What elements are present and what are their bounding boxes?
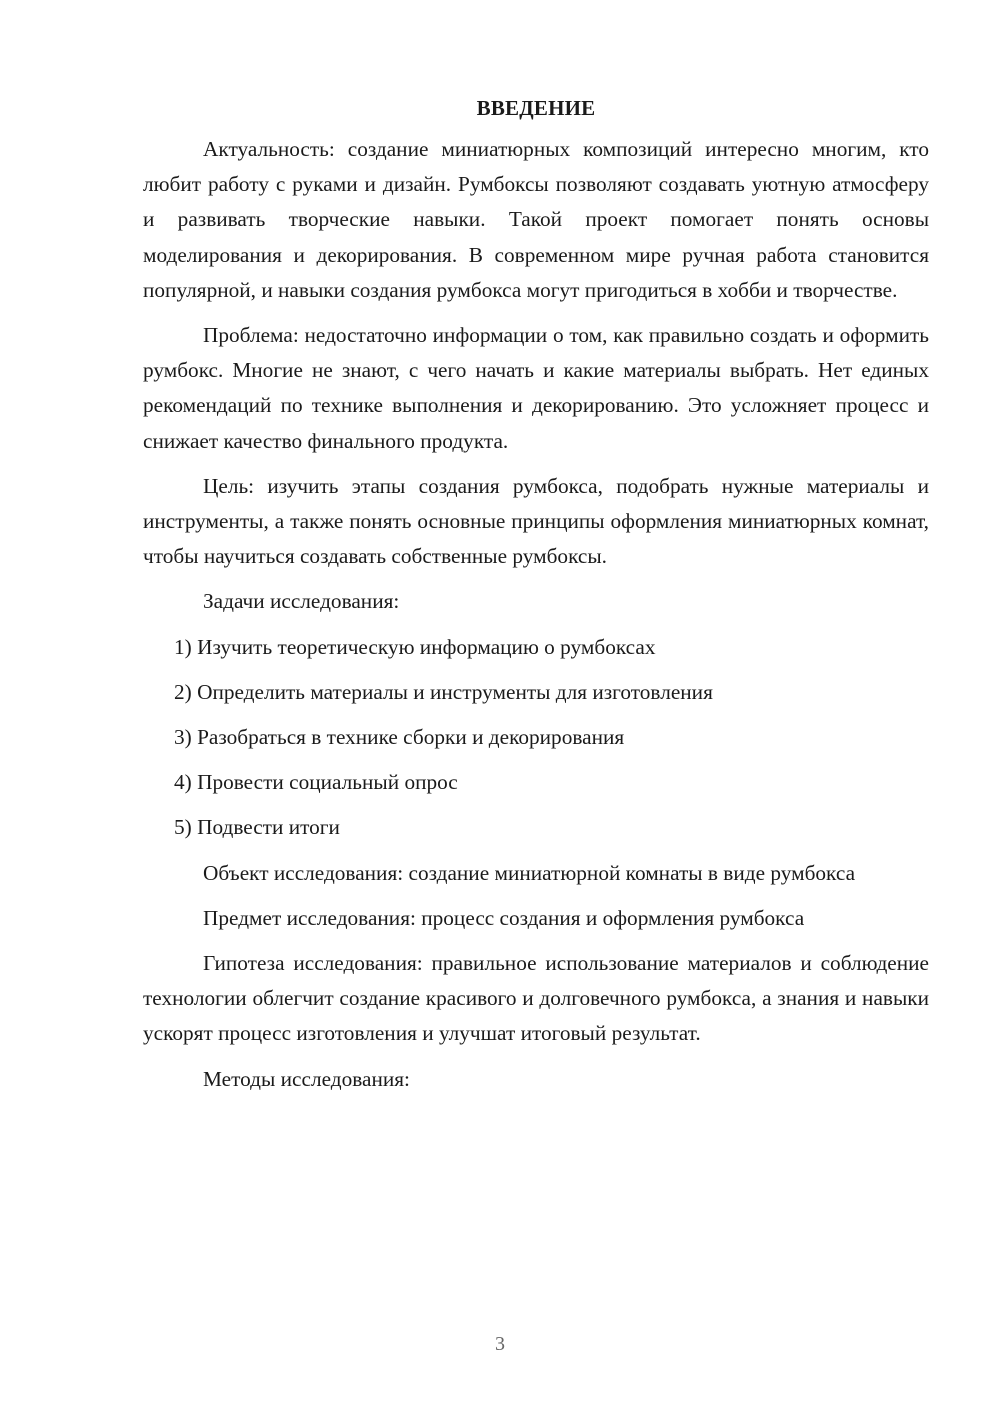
paragraph-goal: Цель: изучить этапы создания румбокса, подобрать нужные материалы и инструменты, а также понять основные принципы оформления миниатюрных комнат, чтобы научиться создавать собственные румбоксы. (143, 473, 929, 569)
task-item: 1) Изучить теоретическую информацию о румбоксах (174, 634, 656, 659)
task-item: 2) Определить материалы и инструменты для изготовления (174, 679, 713, 704)
paragraph-subject: Предмет исследования: процесс создания и оформления румбокса (203, 905, 805, 930)
tasks-list (143, 630, 929, 846)
methods-heading: Методы исследования: (203, 1066, 410, 1091)
document-page (143, 90, 929, 1107)
tasks-heading: Задачи исследования: (203, 589, 400, 614)
paragraph-object: Объект исследования: создание миниатюрной комнаты в виде румбокса (203, 860, 856, 885)
page-number: 3 (495, 1333, 505, 1355)
task-item: 3) Разобраться в технике сборки и декорирования (174, 725, 625, 750)
task-item: 4) Провести социальный опрос (174, 770, 458, 795)
paragraph-problem: Проблема: недостаточно информации о том, как правильно создать и оформить румбокс. Многие не знают, с чего начать и какие материалы выбрать. Нет единых рекомендаций по технике выполнения и декорированию. Это усложняет процесс и снижает качество финального продукта. (143, 323, 929, 453)
section-title: ВВЕДЕНИЕ (476, 96, 596, 120)
paragraph-hypothesis: Гипотеза исследования: правильное использование материалов и соблюдение технологии облегчит создание красивого и долговечного румбокса, а знания и навыки ускорят процесс изготовления и улучшат итоговый результат. (143, 951, 929, 1046)
paragraph-relevance: Актуальность: создание миниатюрных композиций интересно многим, кто любит работу с руками и дизайн. Румбоксы позволяют создавать уютную атмосферу и развивать творческие навыки. Такой проект помогает понять основы моделирования и декорирования. В современном мире ручная работа становится популярной, и навыки создания румбокса могут пригодиться в хобби и творчестве. (143, 137, 929, 302)
task-item: 5) Подвести итоги (174, 815, 340, 840)
